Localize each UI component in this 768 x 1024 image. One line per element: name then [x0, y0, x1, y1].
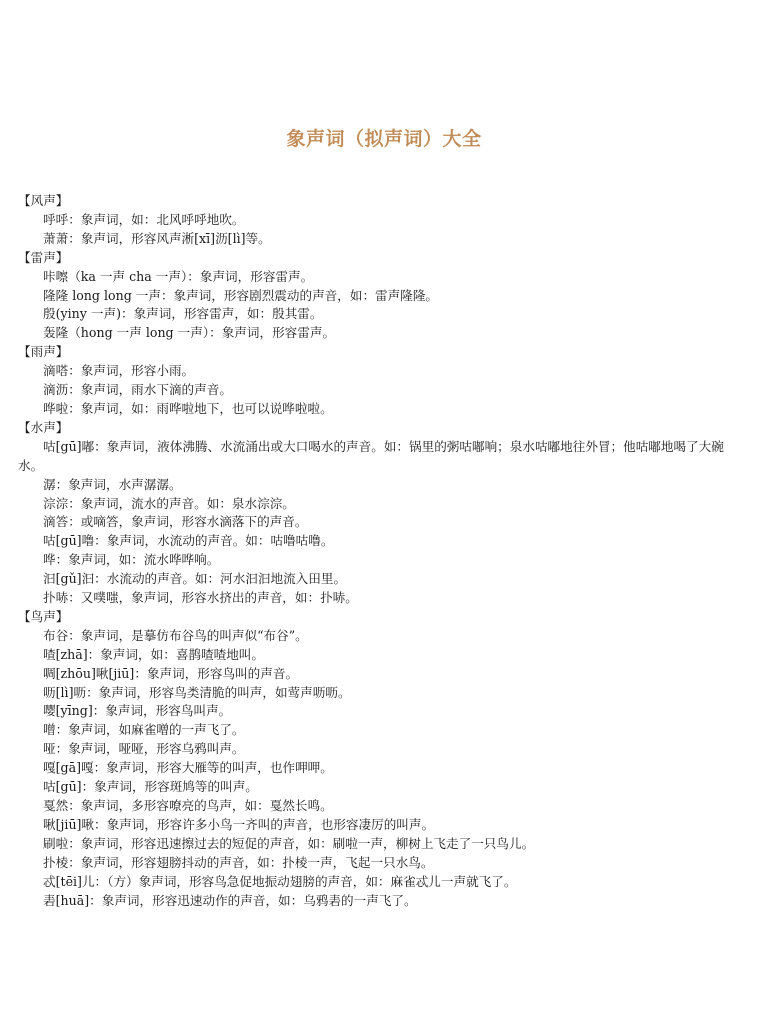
- entry: 忒[tēi]儿：（方）象声词，形容鸟急促地振动翅膀的声音，如：麻雀忒儿一声就飞了。: [43, 873, 517, 889]
- entry: 滴嗒：象声词，形容小雨。: [43, 363, 195, 379]
- entry: 隆隆 long long 一声：象声词，形容剧烈震动的声音，如：雷声隆隆。: [43, 287, 439, 303]
- entry: 啁[zhōu]啾[jiū]：象声词，形容鸟叫的声音。: [43, 665, 299, 681]
- page-title: 象声词（拟声词）大全: [286, 128, 482, 150]
- entry: 布谷：象声词，是摹仿布谷鸟的叫声似“布谷”。: [43, 627, 308, 643]
- entry: 扑棱：象声词，形容翅膀抖动的声音，如：扑棱一声，飞起一只水鸟。: [43, 854, 434, 870]
- entry: 萧萧：象声词，形容风声淅[xī]沥[lì]等。: [43, 230, 271, 246]
- section-header-rain: 【雨声】: [18, 344, 69, 360]
- entry: 咕[gū]：象声词，形容斑鸠等的叫声。: [43, 779, 258, 795]
- entry: 潺：象声词，水声潺潺。: [43, 476, 182, 492]
- entry: 戛然：象声词，多形容嘹亮的鸟声，如：戛然长鸣。: [43, 798, 333, 813]
- entry: 扑哧：又噗嗤，象声词，形容水挤出的声音，如：扑哧。: [43, 590, 358, 606]
- entry: 啾[jiū]啾：象声词，形容许多小鸟一齐叫的声音，也形容凄厉的叫声。: [43, 816, 435, 832]
- entry: 轰隆（hong 一声 long 一声）：象声词，形容雷声。: [43, 325, 336, 341]
- entry: 咕[gū]嘟：象声词，液体沸腾、水流涌出或大口喝水的声音。如：锅里的粥咕嘟响；泉水咕嘟地往外冒；他咕嘟地喝了大碗水。: [18, 438, 724, 473]
- entry: 淙淙：象声词，流水的声音。如：泉水淙淙。: [43, 495, 295, 511]
- section-header-thunder: 【雷声】: [18, 249, 69, 265]
- entry: 咔嚓（ka 一声 cha 一声）：象声词，形容雷声。: [43, 268, 314, 284]
- entry: 哑：象声词，哑哑，形容乌鸦叫声。: [43, 741, 245, 757]
- entry: 汩[gǔ]汩：水流动的声音。如：河水汩汩地流入田里。: [43, 571, 347, 587]
- section-header-birds: 【鸟声】: [18, 608, 69, 624]
- entry: 喳[zhā]：象声词，如：喜鹊喳喳地叫。: [43, 646, 264, 662]
- entry: 殷(yiny 一声)：象声词，形容雷声，如：殷其雷。: [43, 306, 323, 322]
- entry: 砉[huā]：象声词，形容迅速动作的声音，如：乌鸦砉的一声飞了。: [43, 892, 417, 908]
- entry: 滴答：或嘀答，象声词，形容水滴落下的声音。: [43, 514, 308, 530]
- entry: 嘎[gā]嘎：象声词，形容大雁等的叫声，也作呷呷。: [43, 760, 333, 776]
- section-header-wind: 【风声】: [18, 193, 69, 208]
- document-body: [18, 192, 730, 910]
- entry: 刷啦：象声词，形容迅速擦过去的短促的声音，如：刷啦一声，柳树上飞走了一只鸟儿。: [43, 835, 535, 851]
- entry: 呖[lì]呖：象声词，形容鸟类清脆的叫声，如莺声呖呖。: [43, 684, 351, 700]
- section-header-water: 【水声】: [18, 419, 69, 435]
- entry: 呼呼：象声词，如：北风呼呼地吹。: [43, 211, 245, 227]
- entry: 嘤[yīng]：象声词，形容鸟叫声。: [43, 703, 232, 719]
- entry: 噌：象声词，如麻雀噌的一声飞了。: [43, 722, 245, 738]
- entry: 哗：象声词，如：流水哗哗响。: [43, 552, 220, 568]
- entry: 咕[gū]噜：象声词，水流动的声音。如：咕噜咕噜。: [43, 533, 334, 549]
- entry: 哗啦：象声词，如：雨哗啦地下，也可以说哗啦啦。: [43, 400, 333, 416]
- entry: 滴沥：象声词，雨水下滴的声音。: [43, 382, 232, 398]
